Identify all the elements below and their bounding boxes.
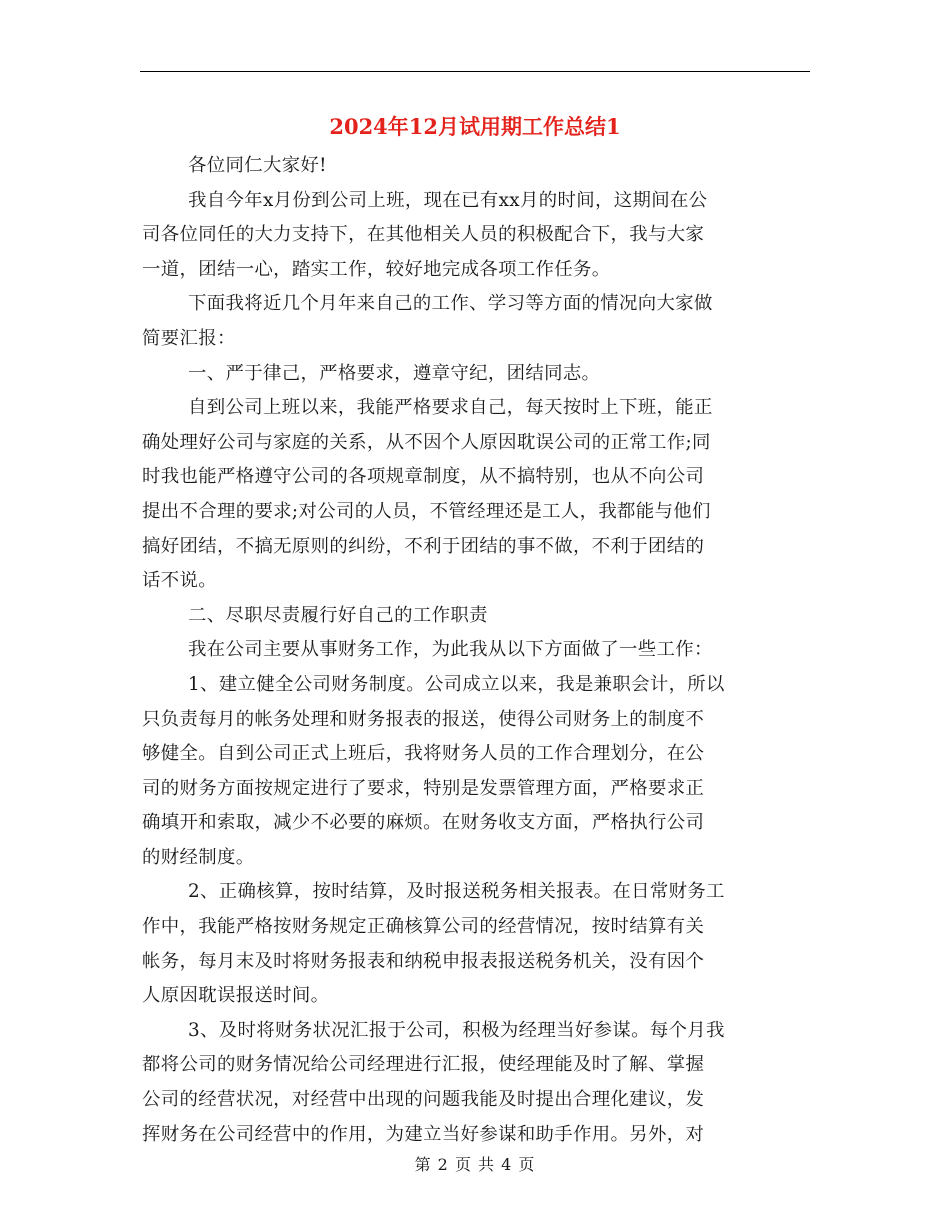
body-line: 下面我将近几个月年来自己的工作、学习等方面的情况向大家做 (188, 293, 713, 315)
body-line: 各位同仁大家好! (188, 155, 327, 176)
document-body (142, 149, 814, 1152)
body-line: 二、尽职尽责履行好自己的工作职责 (188, 604, 488, 626)
body-line: 简要汇报： (142, 327, 236, 349)
body-line: 都将公司的财务情况给公司经理进行汇报，使经理能及时了解、掌握 (142, 1054, 705, 1076)
body-line: 时我也能严格遵守公司的各项规章制度，从不搞特别，也从不向公司 (142, 466, 705, 488)
body-line: 司各位同任的大力支持下，在其他相关人员的积极配合下，我与大家 (142, 224, 705, 246)
body-line: 挥财务在公司经营中的作用，为建立当好参谋和助手作用。另外，对 (142, 1123, 705, 1145)
body-line: 1、建立健全公司财务制度。公司成立以来，我是兼职会计，所以 (188, 673, 725, 695)
body-line: 司的财务方面按规定进行了要求，特别是发票管理方面，严格要求正 (142, 777, 705, 799)
body-line: 一道，团结一心，踏实工作，较好地完成各项工作任务。 (142, 258, 611, 280)
body-line: 作中，我能严格按财务规定正确核算公司的经营情况，按时结算有关 (142, 916, 705, 938)
body-line: 确处理好公司与家庭的关系，从不因个人原因耽误公司的正常工作;同 (142, 431, 711, 453)
body-line: 3、及时将财务状况汇报于公司，积极为经理当好参谋。每个月我 (188, 1019, 725, 1041)
body-line: 只负责每月的帐务处理和财务报表的报送，使得公司财务上的制度不 (142, 708, 705, 730)
body-line: 一、严于律己，严格要求，遵章守纪，团结同志。 (188, 362, 601, 384)
body-line: 话不说。 (142, 570, 217, 592)
body-line: 够健全。自到公司正式上班后，我将财务人员的工作合理划分，在公 (142, 743, 705, 765)
body-line: 帐务，每月末及时将财务报表和纳税申报表报送税务机关，没有因个 (142, 950, 705, 972)
page-footer: 第 2 页 共 4 页 (414, 1155, 536, 1174)
document-title: 2024年12月试用期工作总结1 (329, 114, 621, 139)
body-line: 的财经制度。 (142, 846, 255, 868)
body-line: 人原因耽误报送时间。 (142, 985, 330, 1007)
body-line: 我自今年x月份到公司上班，现在已有xx月的时间，这期间在公 (188, 189, 708, 211)
body-line: 我在公司主要从事财务工作，为此我从以下方面做了一些工作： (188, 639, 713, 661)
header-rule (140, 71, 810, 72)
body-line: 提出不合理的要求;对公司的人员，不管经理还是工人，我都能与他们 (142, 500, 711, 522)
body-line: 搞好团结，不搞无原则的纠纷，不利于团结的事不做，不利于团结的 (142, 535, 705, 557)
body-line: 2、正确核算，按时结算，及时报送税务相关报表。在日常财务工 (188, 881, 725, 903)
body-line: 自到公司上班以来，我能严格要求自己，每天按时上下班，能正 (188, 397, 713, 419)
body-line: 确填开和索取，减少不必要的麻烦。在财务收支方面，严格执行公司 (142, 812, 705, 834)
body-line: 公司的经营状况，对经营中出现的问题我能及时提出合理化建议，发 (142, 1089, 705, 1111)
